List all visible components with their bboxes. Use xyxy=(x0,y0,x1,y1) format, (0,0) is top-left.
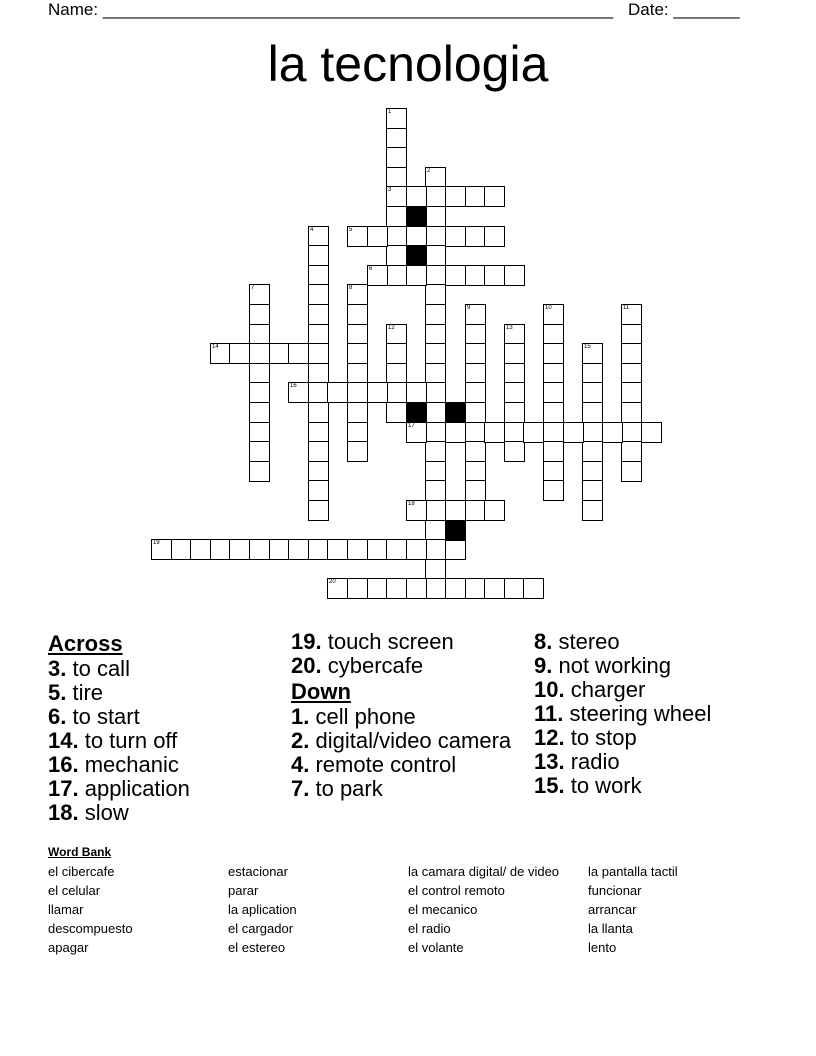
crossword-cell[interactable] xyxy=(523,578,544,599)
crossword-cell[interactable] xyxy=(504,578,525,599)
clue-across-20: 20. cybercafe xyxy=(291,653,424,678)
crossword-cell[interactable] xyxy=(425,186,446,207)
crossword-cell[interactable] xyxy=(249,422,270,443)
crossword-cell[interactable] xyxy=(347,441,368,462)
crossword-cell[interactable] xyxy=(425,206,446,227)
word-bank-item: el cargador xyxy=(228,921,294,936)
crossword-cell[interactable] xyxy=(386,186,407,207)
crossword-cell[interactable] xyxy=(582,343,603,364)
crossword-cell[interactable] xyxy=(386,245,407,266)
across-heading: Across xyxy=(48,631,123,656)
crossword-cell[interactable] xyxy=(367,265,388,286)
down-heading: Down xyxy=(291,679,351,704)
crossword-cell[interactable] xyxy=(504,265,525,286)
crossword-cell[interactable] xyxy=(425,480,446,501)
crossword-cell[interactable] xyxy=(425,559,446,580)
crossword-cell[interactable] xyxy=(504,402,525,423)
word-bank-item: llamar xyxy=(48,902,84,917)
crossword-block xyxy=(406,206,427,227)
crossword-cell[interactable] xyxy=(484,578,505,599)
word-bank-item: apagar xyxy=(48,940,89,955)
crossword-cell[interactable] xyxy=(151,539,172,560)
crossword-cell[interactable] xyxy=(445,422,466,443)
crossword-cell[interactable] xyxy=(465,363,486,384)
crossword-cell[interactable] xyxy=(327,382,348,403)
crossword-cell[interactable] xyxy=(465,265,486,286)
clue-number: 18 xyxy=(408,501,415,507)
clue-number: 14 xyxy=(212,344,219,350)
crossword-cell[interactable] xyxy=(386,324,407,345)
crossword-cell[interactable] xyxy=(504,324,525,345)
crossword-cell[interactable] xyxy=(327,578,348,599)
crossword-cell[interactable] xyxy=(406,265,427,286)
clues-column-1 xyxy=(48,630,278,825)
clue-number: 6 xyxy=(369,266,373,272)
crossword-cell[interactable] xyxy=(425,461,446,482)
crossword-cell[interactable] xyxy=(465,441,486,462)
clue-number: 7 xyxy=(251,285,255,291)
crossword-cell[interactable] xyxy=(425,422,446,443)
crossword-cell[interactable] xyxy=(249,304,270,325)
crossword-cell[interactable] xyxy=(425,284,446,305)
crossword-cell[interactable] xyxy=(484,265,505,286)
crossword-cell[interactable] xyxy=(308,304,329,325)
crossword-cell[interactable] xyxy=(425,265,446,286)
crossword-cell[interactable] xyxy=(523,422,544,443)
crossword-cell[interactable] xyxy=(543,422,564,443)
crossword-cell[interactable] xyxy=(543,461,564,482)
clue-number: 16 xyxy=(290,383,297,389)
crossword-cell[interactable] xyxy=(465,578,486,599)
crossword-cell[interactable] xyxy=(347,343,368,364)
crossword-cell[interactable] xyxy=(367,539,388,560)
crossword-cell[interactable] xyxy=(308,461,329,482)
crossword-cell[interactable] xyxy=(406,539,427,560)
crossword-cell[interactable] xyxy=(386,539,407,560)
clues-column-3 xyxy=(534,630,774,798)
crossword-cell[interactable] xyxy=(425,343,446,364)
crossword-cell[interactable] xyxy=(465,461,486,482)
crossword-cell[interactable] xyxy=(308,402,329,423)
crossword-block xyxy=(406,402,427,423)
clue-number: 5 xyxy=(349,227,353,233)
clue-across-14: 14. to turn off xyxy=(48,728,178,753)
crossword-cell[interactable] xyxy=(504,422,525,443)
crossword-cell[interactable] xyxy=(465,186,486,207)
word-bank-item: parar xyxy=(228,883,259,898)
crossword-cell[interactable] xyxy=(327,539,348,560)
crossword-cell[interactable] xyxy=(543,363,564,384)
crossword-cell[interactable] xyxy=(621,402,642,423)
crossword-cell[interactable] xyxy=(484,186,505,207)
word-bank-item: descompuesto xyxy=(48,921,133,936)
crossword-cell[interactable] xyxy=(249,402,270,423)
crossword-cell[interactable] xyxy=(543,324,564,345)
word-bank-item: la camara digital/ de video xyxy=(408,864,560,879)
clue-number: 8 xyxy=(349,285,353,291)
clue-down-4: 4. remote control xyxy=(291,752,457,777)
word-bank-item: estacionar xyxy=(228,864,288,879)
clue-number: 10 xyxy=(545,305,552,311)
crossword-cell[interactable] xyxy=(386,402,407,423)
word-bank-item: arrancar xyxy=(588,902,637,917)
crossword-cell[interactable] xyxy=(229,343,250,364)
crossword-cell[interactable] xyxy=(386,147,407,168)
crossword-cell[interactable] xyxy=(347,382,368,403)
clue-down-12: 12. to stop xyxy=(534,725,637,750)
crossword-cell[interactable] xyxy=(406,186,427,207)
crossword-cell[interactable] xyxy=(465,324,486,345)
crossword-cell[interactable] xyxy=(445,265,466,286)
crossword-cell[interactable] xyxy=(582,402,603,423)
crossword-cell[interactable] xyxy=(190,539,211,560)
crossword-cell[interactable] xyxy=(308,265,329,286)
crossword-cell[interactable] xyxy=(445,500,466,521)
crossword-cell[interactable] xyxy=(445,186,466,207)
date-field: Date: _______ xyxy=(628,0,740,19)
crossword-cell[interactable] xyxy=(308,500,329,521)
crossword-cell[interactable] xyxy=(288,382,309,403)
crossword-cell[interactable] xyxy=(347,226,368,247)
crossword-cell[interactable] xyxy=(425,167,446,188)
crossword-cell[interactable] xyxy=(641,422,662,443)
crossword-cell[interactable] xyxy=(386,265,407,286)
crossword-cell[interactable] xyxy=(406,226,427,247)
crossword-cell[interactable] xyxy=(269,539,290,560)
crossword-cell[interactable] xyxy=(347,304,368,325)
crossword-cell[interactable] xyxy=(347,363,368,384)
crossword-cell[interactable] xyxy=(308,422,329,443)
crossword-cell[interactable] xyxy=(308,382,329,403)
crossword-cell[interactable] xyxy=(465,382,486,403)
crossword-cell[interactable] xyxy=(425,539,446,560)
crossword-cell[interactable] xyxy=(347,578,368,599)
clue-number: 15 xyxy=(584,344,591,350)
word-bank-item: el celular xyxy=(48,883,101,898)
crossword-cell[interactable] xyxy=(621,441,642,462)
word-bank-item: lento xyxy=(588,940,617,955)
crossword-cell[interactable] xyxy=(386,578,407,599)
crossword-cell[interactable] xyxy=(386,226,407,247)
crossword-cell[interactable] xyxy=(504,363,525,384)
crossword-cell[interactable] xyxy=(465,480,486,501)
crossword-cell[interactable] xyxy=(504,343,525,364)
crossword-cell[interactable] xyxy=(621,461,642,482)
word-bank-column-3 xyxy=(408,862,559,957)
crossword-cell[interactable] xyxy=(308,226,329,247)
clue-down-1: 1. cell phone xyxy=(291,704,416,729)
crossword-cell[interactable] xyxy=(582,382,603,403)
crossword-cell[interactable] xyxy=(406,422,427,443)
crossword-cell[interactable] xyxy=(249,284,270,305)
crossword-cell[interactable] xyxy=(367,578,388,599)
crossword-cell[interactable] xyxy=(621,343,642,364)
crossword-cell[interactable] xyxy=(621,382,642,403)
crossword-cell[interactable] xyxy=(484,422,505,443)
crossword-cell[interactable] xyxy=(425,441,446,462)
crossword-cell[interactable] xyxy=(602,422,623,443)
crossword-cell[interactable] xyxy=(465,402,486,423)
crossword-cell[interactable] xyxy=(308,324,329,345)
word-bank-item: el estereo xyxy=(228,940,286,955)
clue-down-8: 8. stereo xyxy=(534,629,620,654)
crossword-cell[interactable] xyxy=(347,284,368,305)
word-bank-item: la pantalla tactil xyxy=(588,864,678,879)
crossword-cell[interactable] xyxy=(210,539,231,560)
clue-number: 12 xyxy=(388,325,395,331)
crossword-cell[interactable] xyxy=(249,382,270,403)
crossword-cell[interactable] xyxy=(425,402,446,423)
crossword-cell[interactable] xyxy=(465,304,486,325)
crossword-cell[interactable] xyxy=(543,304,564,325)
clue-down-11: 11. steering wheel xyxy=(534,701,712,726)
clue-down-13: 13. radio xyxy=(534,749,620,774)
crossword-cell[interactable] xyxy=(249,363,270,384)
crossword-cell[interactable] xyxy=(386,167,407,188)
clue-number: 2 xyxy=(427,168,431,174)
crossword-cell[interactable] xyxy=(465,343,486,364)
crossword-cell[interactable] xyxy=(249,441,270,462)
crossword-cell[interactable] xyxy=(249,343,270,364)
crossword-cell[interactable] xyxy=(504,441,525,462)
name-field: Name: ______________________________________________________ xyxy=(48,0,614,19)
crossword-cell[interactable] xyxy=(425,226,446,247)
crossword-cell[interactable] xyxy=(171,539,192,560)
crossword-cell[interactable] xyxy=(425,245,446,266)
crossword-cell[interactable] xyxy=(386,343,407,364)
crossword-cell[interactable] xyxy=(484,226,505,247)
crossword-cell[interactable] xyxy=(425,520,446,541)
word-bank-item: el control remoto xyxy=(408,883,505,898)
crossword-cell[interactable] xyxy=(308,480,329,501)
crossword-cell[interactable] xyxy=(406,500,427,521)
crossword-cell[interactable] xyxy=(582,500,603,521)
page-title: la tecnologia xyxy=(267,36,549,92)
clue-across-5: 5. tire xyxy=(48,680,104,705)
crossword-cell[interactable] xyxy=(425,304,446,325)
word-bank-column-4 xyxy=(588,862,678,957)
crossword-cell[interactable] xyxy=(386,128,407,149)
crossword-cell[interactable] xyxy=(582,461,603,482)
clue-number: 3 xyxy=(388,187,392,193)
crossword-cell[interactable] xyxy=(367,382,388,403)
crossword-cell[interactable] xyxy=(347,402,368,423)
clue-across-18: 18. slow xyxy=(48,800,129,825)
crossword-cell[interactable] xyxy=(465,226,486,247)
clue-down-9: 9. not working xyxy=(534,653,671,678)
clue-number: 20 xyxy=(329,579,336,585)
crossword-cell[interactable] xyxy=(288,539,309,560)
clue-number: 19 xyxy=(153,540,160,546)
crossword-cell[interactable] xyxy=(210,343,231,364)
word-bank-item: el volante xyxy=(408,940,464,955)
clue-across-17: 17. application xyxy=(48,776,190,801)
crossword-cell[interactable] xyxy=(425,363,446,384)
crossword-cell[interactable] xyxy=(445,539,466,560)
word-bank-item: la aplication xyxy=(228,902,297,917)
crossword-block xyxy=(445,520,466,541)
word-bank-item: el radio xyxy=(408,921,451,936)
crossword-cell[interactable] xyxy=(465,422,486,443)
crossword-cell[interactable] xyxy=(425,578,446,599)
crossword-cell[interactable] xyxy=(249,324,270,345)
crossword-cell[interactable] xyxy=(621,422,642,443)
crossword-cell[interactable] xyxy=(563,422,584,443)
clue-down-7: 7. to park xyxy=(291,776,383,801)
clue-down-15: 15. to work xyxy=(534,773,642,798)
clue-down-10: 10. charger xyxy=(534,677,646,702)
clue-across-19: 19. touch screen xyxy=(291,629,454,654)
crossword-cell[interactable] xyxy=(425,324,446,345)
clue-number: 9 xyxy=(467,305,471,311)
word-bank-title: Word Bank xyxy=(48,845,112,859)
crossword-cell[interactable] xyxy=(347,324,368,345)
crossword-cell[interactable] xyxy=(484,500,505,521)
clue-number: 4 xyxy=(310,227,314,233)
clue-across-3: 3. to call xyxy=(48,656,130,681)
crossword-cell[interactable] xyxy=(425,382,446,403)
crossword-cell[interactable] xyxy=(308,539,329,560)
crossword-cell[interactable] xyxy=(367,226,388,247)
word-bank-item: el cibercafe xyxy=(48,864,115,879)
clues-column-2 xyxy=(291,630,521,801)
crossword-cell[interactable] xyxy=(504,382,525,403)
crossword-cell[interactable] xyxy=(347,539,368,560)
word-bank-column-1 xyxy=(48,862,133,957)
crossword-cell[interactable] xyxy=(543,441,564,462)
crossword-cell[interactable] xyxy=(445,226,466,247)
crossword-cell[interactable] xyxy=(621,304,642,325)
crossword-cell[interactable] xyxy=(621,363,642,384)
crossword-cell[interactable] xyxy=(308,441,329,462)
crossword-cell[interactable] xyxy=(543,382,564,403)
clue-number: 11 xyxy=(623,305,630,311)
crossword-cell[interactable] xyxy=(308,363,329,384)
crossword-cell[interactable] xyxy=(386,382,407,403)
crossword-cell[interactable] xyxy=(249,461,270,482)
clue-number: 1 xyxy=(388,109,392,115)
clue-number: 13 xyxy=(506,325,513,331)
crossword-cell[interactable] xyxy=(288,343,309,364)
crossword-cell[interactable] xyxy=(582,363,603,384)
crossword-cell[interactable] xyxy=(229,539,250,560)
clue-across-16: 16. mechanic xyxy=(48,752,179,777)
crossword-cell[interactable] xyxy=(406,578,427,599)
crossword-cell[interactable] xyxy=(308,343,329,364)
crossword-cell[interactable] xyxy=(347,422,368,443)
word-bank-item: funcionar xyxy=(588,883,642,898)
crossword-block xyxy=(445,402,466,423)
crossword-cell[interactable] xyxy=(406,382,427,403)
crossword-cell[interactable] xyxy=(269,343,290,364)
crossword-cell[interactable] xyxy=(249,539,270,560)
word-bank-item: la llanta xyxy=(588,921,633,936)
crossword-cell[interactable] xyxy=(386,108,407,129)
crossword-cell[interactable] xyxy=(582,422,603,443)
crossword-cell[interactable] xyxy=(543,402,564,423)
crossword-cell[interactable] xyxy=(465,500,486,521)
crossword-cell[interactable] xyxy=(543,343,564,364)
crossword-cell[interactable] xyxy=(308,245,329,266)
crossword-cell[interactable] xyxy=(308,284,329,305)
crossword-cell[interactable] xyxy=(386,363,407,384)
crossword-cell[interactable] xyxy=(621,324,642,345)
crossword-block xyxy=(406,245,427,266)
crossword-cell[interactable] xyxy=(582,441,603,462)
word-bank-column-2 xyxy=(228,862,297,957)
crossword-cell[interactable] xyxy=(582,480,603,501)
crossword-cell[interactable] xyxy=(386,206,407,227)
clue-across-6: 6. to start xyxy=(48,704,140,729)
clue-down-2: 2. digital/video camera xyxy=(291,728,512,753)
crossword-cell[interactable] xyxy=(543,480,564,501)
crossword-cell[interactable] xyxy=(425,500,446,521)
crossword-cell[interactable] xyxy=(445,578,466,599)
clue-number: 17 xyxy=(408,423,415,429)
word-bank-item: el mecanico xyxy=(408,902,478,917)
